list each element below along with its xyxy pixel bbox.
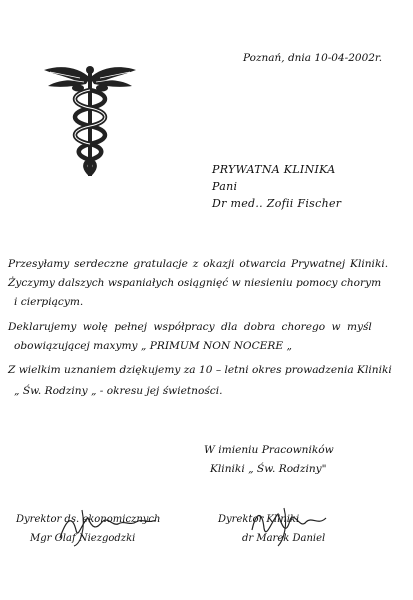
left-signatory-title: Dyrektor ds. ekonomicznych — [16, 514, 161, 525]
recipient-salutation: Pani — [212, 180, 238, 193]
left-signatory-name: Mgr Olaf Niezgodzki — [30, 533, 136, 544]
body-line: Z wielkim uznaniem dziękujemy za 10 – letni okres prowadzenia Kliniki — [8, 364, 392, 376]
body-line: Życzymy dalszych wspaniałych osiągnięć w niesieniu pomocy chorym — [8, 277, 382, 289]
right-signatory-title: Dyrektor Kliniki — [218, 514, 300, 525]
closing-line: Kliniki „ Św. Rodziny" — [210, 463, 327, 475]
right-signatory-name: dr Marek Daniel — [242, 533, 326, 544]
body-line: i cierpiącym. — [14, 296, 84, 308]
left-handwritten-signature — [52, 500, 172, 550]
date-line: Poznań, dnia 10-04-2002r. — [243, 52, 383, 64]
body-line: Przesyłamy serdeczne gratulacje z okazji otwarcia Prywatnej Kliniki. — [8, 258, 389, 270]
body-line: „ Św. Rodziny „ - okresu jej świetności. — [14, 385, 223, 397]
recipient-institution: PRYWATNA KLINIKA — [212, 163, 336, 176]
closing-line: W imieniu Pracowników — [204, 444, 334, 456]
body-line: Deklarujemy wolę pełnej współpracy dla dobra chorego w myśl — [8, 321, 372, 333]
recipient-name: Dr med.. Zofii Fischer — [212, 197, 342, 210]
body-line: obowiązującej maxymy „ PRIMUM NON NOCERE „ — [14, 340, 292, 352]
right-handwritten-signature — [244, 500, 354, 550]
caduceus-icon — [40, 56, 140, 180]
